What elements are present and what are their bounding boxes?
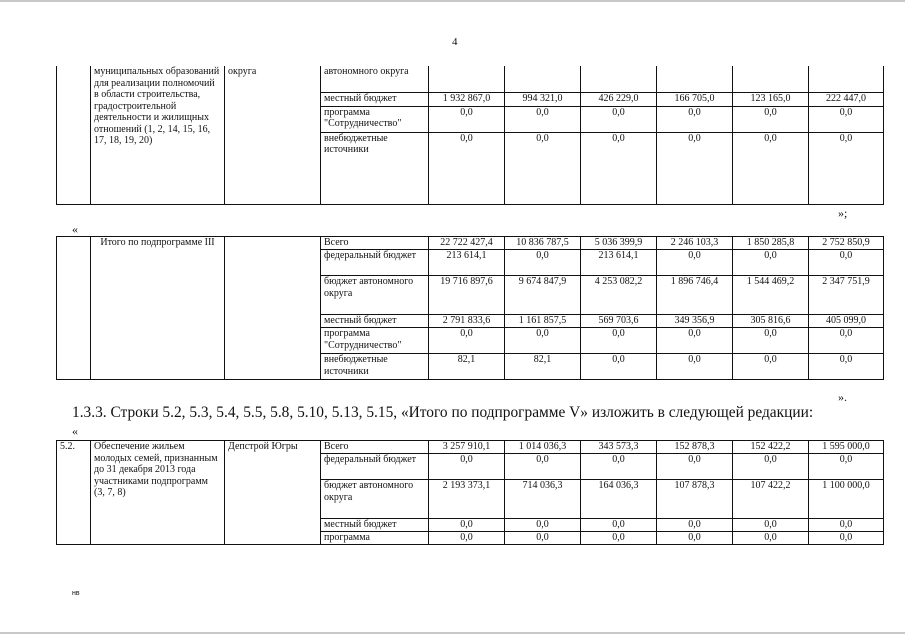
amount-cell: 19 716 897,6	[429, 276, 505, 315]
amount-cell: 569 703,6	[581, 315, 657, 328]
amount-cell: 213 614,1	[429, 250, 505, 276]
amount-cell: 0,0	[657, 519, 733, 532]
amount-cell: 0,0	[581, 354, 657, 380]
amount-cell: 343 573,3	[581, 441, 657, 454]
amount-cell: 107 422,2	[733, 480, 809, 519]
amount-cell: 1 896 746,4	[657, 276, 733, 315]
amount-cell: 0,0	[581, 454, 657, 480]
amount-cell: 0,0	[733, 354, 809, 380]
scan-bottom-edge	[0, 632, 905, 634]
amount-cell: 0,0	[505, 454, 581, 480]
amount-cell	[809, 66, 884, 92]
subprogram-3-total-table	[56, 236, 884, 380]
amount-cell: 0,0	[657, 328, 733, 354]
funding-source-cell: программа "Сотрудничество"	[321, 106, 429, 132]
amount-cell: 0,0	[733, 106, 809, 132]
amount-cell: 0,0	[733, 250, 809, 276]
amount-cell: 0,0	[505, 532, 581, 545]
amount-cell: 0,0	[809, 106, 884, 132]
amount-cell: 0,0	[809, 132, 884, 204]
program-table-part1	[56, 66, 884, 205]
table-row	[57, 237, 884, 250]
amount-cell: 123 165,0	[733, 92, 809, 106]
amount-cell: 0,0	[809, 454, 884, 480]
amount-cell	[505, 66, 581, 92]
amount-cell: 2 347 751,9	[809, 276, 884, 315]
amount-cell: 164 036,3	[581, 480, 657, 519]
amount-cell: 994 321,0	[505, 92, 581, 106]
row-number-cell	[57, 237, 91, 380]
amount-cell: 0,0	[429, 106, 505, 132]
amount-cell: 2 193 373,1	[429, 480, 505, 519]
description-cell: Итого по подпрограмме III	[91, 237, 225, 380]
amount-cell: 0,0	[505, 106, 581, 132]
amount-cell: 82,1	[505, 354, 581, 380]
funding-source-cell: программа "Сотрудничество"	[321, 328, 429, 354]
opening-quote-mark: «	[72, 222, 78, 236]
funding-source-cell: автономного округа	[321, 66, 429, 92]
funding-source-cell: федеральный бюджет	[321, 250, 429, 276]
amount-cell: 0,0	[657, 106, 733, 132]
amount-cell: 0,0	[581, 519, 657, 532]
amount-cell: 2 752 850,9	[809, 237, 884, 250]
description-cell: Обеспечение жильем молодых семей, признанным до 31 декабря 2013 года участниками подпрограмм (3, 7, 8)	[91, 441, 225, 545]
funding-source-cell: федеральный бюджет	[321, 454, 429, 480]
amount-cell: 4 253 082,2	[581, 276, 657, 315]
amount-cell: 1 932 867,0	[429, 92, 505, 106]
amount-cell: 82,1	[429, 354, 505, 380]
scan-top-edge	[0, 0, 905, 2]
amount-cell: 0,0	[581, 132, 657, 204]
amount-cell: 0,0	[429, 132, 505, 204]
funding-source-cell: местный бюджет	[321, 92, 429, 106]
amount-cell: 1 544 469,2	[733, 276, 809, 315]
amount-cell: 0,0	[809, 250, 884, 276]
amount-cell: 0,0	[505, 519, 581, 532]
row-number-cell: 5.2.	[57, 441, 91, 545]
funding-source-cell: бюджет автономного округа	[321, 276, 429, 315]
amount-cell: 0,0	[809, 532, 884, 545]
amount-cell: 305 816,6	[733, 315, 809, 328]
opening-quote-mark-2: «	[72, 424, 78, 438]
amount-cell: 0,0	[657, 354, 733, 380]
amount-cell: 0,0	[657, 132, 733, 204]
amount-cell: 0,0	[505, 132, 581, 204]
amount-cell: 3 257 910,1	[429, 441, 505, 454]
amount-cell: 0,0	[429, 532, 505, 545]
amount-cell: 0,0	[657, 454, 733, 480]
row-number-cell	[57, 66, 91, 204]
amount-cell: 9 674 847,9	[505, 276, 581, 315]
amount-cell	[657, 66, 733, 92]
amount-cell: 2 246 103,3	[657, 237, 733, 250]
amount-cell: 0,0	[657, 532, 733, 545]
amount-cell: 0,0	[733, 532, 809, 545]
responsible-cell	[225, 237, 321, 380]
amount-cell: 1 100 000,0	[809, 480, 884, 519]
amount-cell: 0,0	[733, 328, 809, 354]
funding-source-cell: бюджет автономного округа	[321, 480, 429, 519]
table-row	[57, 441, 884, 454]
amount-cell: 426 229,0	[581, 92, 657, 106]
description-cell: муниципальных образований для реализации полномочий в области строительства, градостроительной деятельности и жилищных отношений (1, 2, 14, 15, 16, 17, 18, 19, 20)	[91, 66, 225, 204]
table-row	[57, 66, 884, 92]
amount-cell: 714 036,3	[505, 480, 581, 519]
amount-cell: 22 722 427,4	[429, 237, 505, 250]
closing-quote-mark-2: ».	[838, 390, 847, 404]
amount-cell: 0,0	[581, 532, 657, 545]
funding-source-cell: программа	[321, 532, 429, 545]
amount-cell: 0,0	[429, 519, 505, 532]
amount-cell: 5 036 399,9	[581, 237, 657, 250]
funding-source-cell: местный бюджет	[321, 315, 429, 328]
amount-cell: 0,0	[429, 328, 505, 354]
footer-stamp: нв	[72, 590, 80, 597]
row-5-2-table	[56, 440, 884, 545]
amount-cell: 0,0	[581, 328, 657, 354]
amount-cell: 405 099,0	[809, 315, 884, 328]
amount-cell: 1 161 857,5	[505, 315, 581, 328]
amount-cell: 0,0	[581, 106, 657, 132]
amount-cell: 0,0	[809, 519, 884, 532]
amount-cell: 0,0	[505, 328, 581, 354]
amount-cell	[429, 66, 505, 92]
funding-source-cell: местный бюджет	[321, 519, 429, 532]
amount-cell: 0,0	[429, 454, 505, 480]
amount-cell: 10 836 787,5	[505, 237, 581, 250]
amount-cell: 0,0	[733, 519, 809, 532]
amount-cell: 1 595 000,0	[809, 441, 884, 454]
amount-cell: 0,0	[733, 132, 809, 204]
amount-cell: 0,0	[657, 250, 733, 276]
amount-cell: 1 014 036,3	[505, 441, 581, 454]
responsible-cell: округа	[225, 66, 321, 204]
amount-cell: 152 422,2	[733, 441, 809, 454]
amount-cell: 0,0	[733, 454, 809, 480]
amount-cell: 2 791 833,6	[429, 315, 505, 328]
amount-cell: 166 705,0	[657, 92, 733, 106]
funding-source-cell: Всего	[321, 441, 429, 454]
closing-quote-mark: »;	[838, 206, 848, 220]
funding-source-cell: внебюджетные источники	[321, 132, 429, 204]
amount-cell	[581, 66, 657, 92]
amount-cell: 0,0	[809, 354, 884, 380]
amount-cell: 349 356,9	[657, 315, 733, 328]
amount-cell: 0,0	[505, 250, 581, 276]
amount-cell: 1 850 285,8	[733, 237, 809, 250]
amount-cell: 0,0	[809, 328, 884, 354]
amount-cell: 213 614,1	[581, 250, 657, 276]
funding-source-cell: внебюджетные источники	[321, 354, 429, 380]
amount-cell: 152 878,3	[657, 441, 733, 454]
amount-cell: 107 878,3	[657, 480, 733, 519]
page-number: 4	[452, 36, 458, 48]
amendment-heading: 1.3.3. Строки 5.2, 5.3, 5.4, 5.5, 5.8, 5.10, 5.13, 5.15, «Итого по подпрограмме V» изложить в следующей редакции:	[72, 404, 814, 421]
funding-source-cell: Всего	[321, 237, 429, 250]
amount-cell: 222 447,0	[809, 92, 884, 106]
responsible-cell: Депстрой Югры	[225, 441, 321, 545]
amount-cell	[733, 66, 809, 92]
